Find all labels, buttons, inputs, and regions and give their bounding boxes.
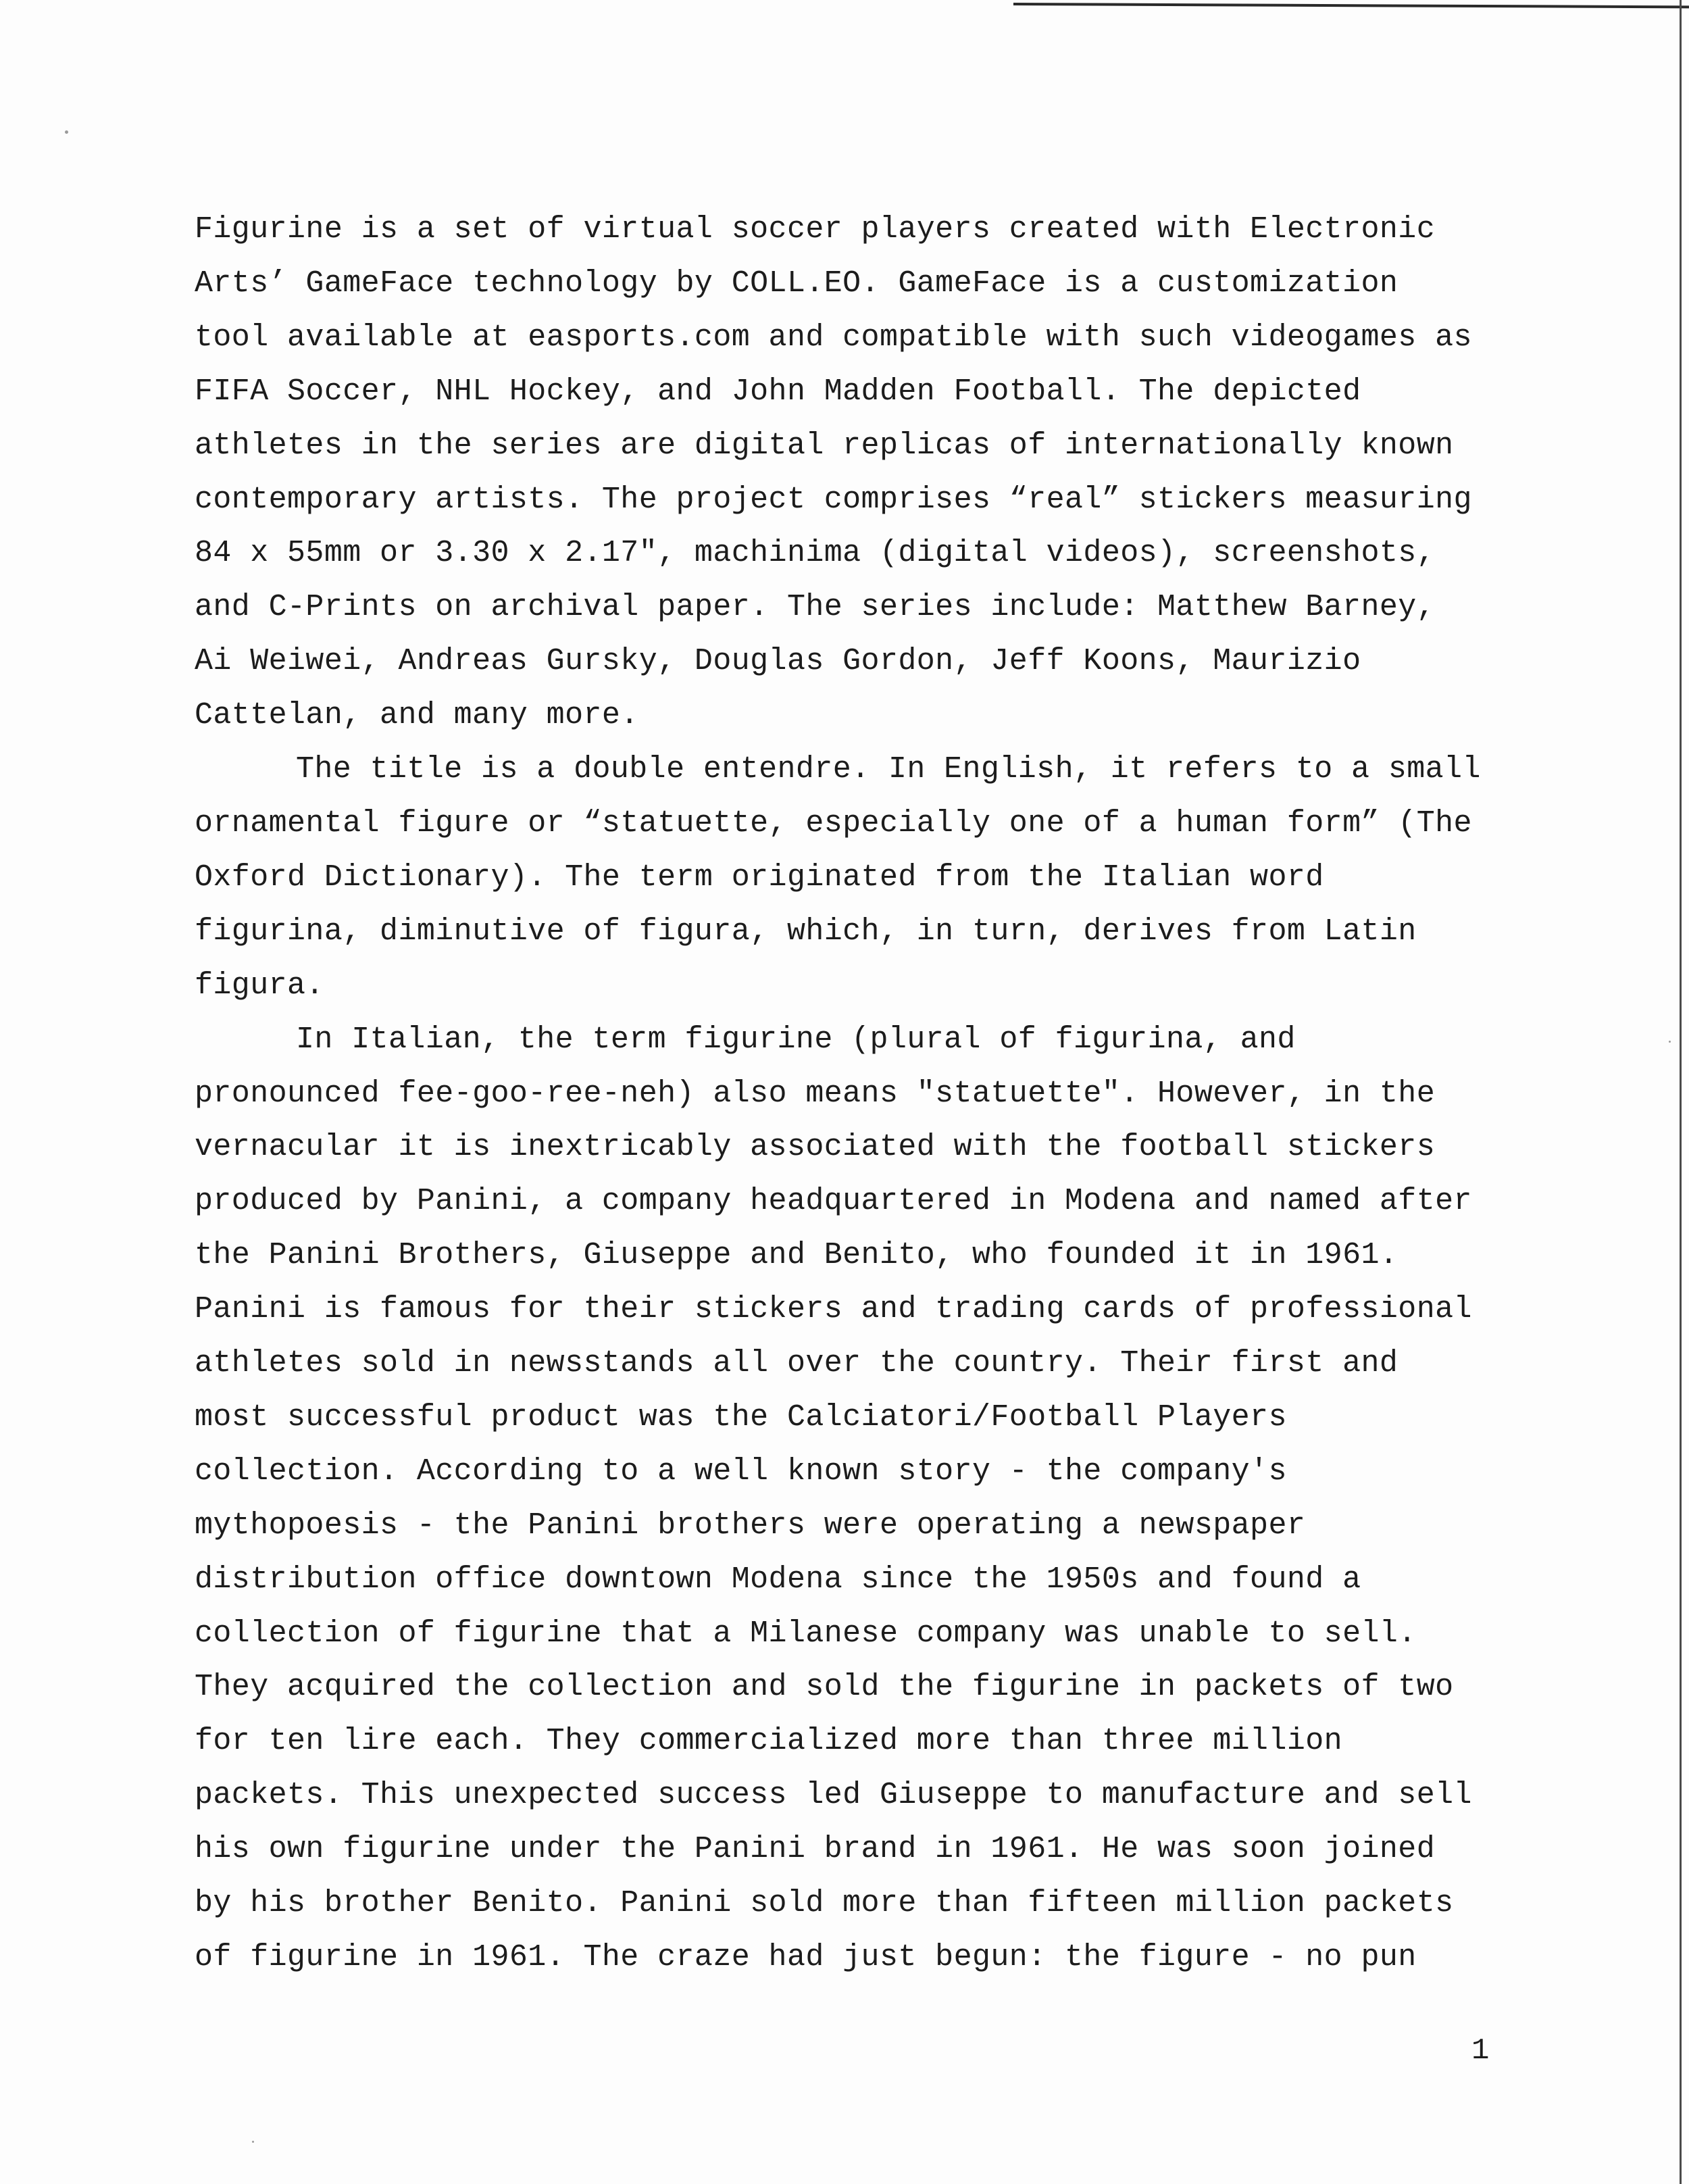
text-line: figura.: [195, 968, 324, 1003]
text-line: distribution office downtown Modena since the 1950s and found a: [195, 1562, 1361, 1597]
text-line: collection of figurine that a Milanese company was unable to sell.: [195, 1616, 1417, 1651]
text-line: Oxford Dictionary). The term originated from the Italian word: [195, 860, 1324, 895]
text-line: vernacular it is inextricably associated with the football stickers: [195, 1130, 1436, 1165]
text-line: and C-Prints on archival paper. The series include: Matthew Barney,: [195, 590, 1436, 625]
scan-speck: [65, 130, 68, 134]
body-text: [195, 203, 1519, 1985]
text-line: packets. This unexpected success led Giuseppe to manufacture and sell: [195, 1778, 1472, 1813]
text-line: the Panini Brothers, Giuseppe and Benito, who founded it in 1961.: [195, 1238, 1398, 1273]
text-line: tool available at easports.com and compatible with such videogames as: [195, 320, 1472, 355]
text-line: Figurine is a set of virtual soccer players created with Electronic: [195, 212, 1436, 247]
text-line: his own figurine under the Panini brand in 1961. He was soon joined: [195, 1832, 1436, 1867]
text-line: In Italian, the term figurine (plural of figurina, and: [296, 1022, 1296, 1057]
text-line: athletes sold in newsstands all over the country. Their first and: [195, 1346, 1398, 1381]
page-number: 1: [1471, 2034, 1490, 2068]
text-line: ornamental figure or “statuette, especially one of a human form” (The: [195, 805, 1472, 841]
text-line: pronounced fee-goo-ree-neh) also means "statuette". However, in the: [195, 1076, 1436, 1111]
text-line: FIFA Soccer, NHL Hockey, and John Madden Football. The depicted: [195, 374, 1361, 409]
text-line: figurina, diminutive of figura, which, in turn, derives from Latin: [195, 914, 1417, 949]
text-line: by his brother Benito. Panini sold more than fifteen million packets: [195, 1886, 1454, 1921]
text-line: produced by Panini, a company headquartered in Modena and named after: [195, 1184, 1472, 1219]
scan-speck: [1669, 1041, 1671, 1043]
text-line: most successful product was the Calciatori/Football Players: [195, 1399, 1287, 1435]
scan-speck: [252, 2141, 254, 2143]
text-line: The title is a double entendre. In English, it refers to a small: [296, 752, 1481, 787]
text-line: athletes in the series are digital replicas of internationally known: [195, 428, 1454, 463]
scan-right-edge: [1680, 0, 1682, 2184]
text-line: They acquired the collection and sold the figurine in packets of two: [195, 1670, 1454, 1705]
scan-top-edge: [1013, 3, 1689, 8]
text-line: 84 x 55mm or 3.30 x 2.17", machinima (digital videos), screenshots,: [195, 536, 1436, 571]
text-line: Ai Weiwei, Andreas Gursky, Douglas Gordon, Jeff Koons, Maurizio: [195, 644, 1361, 679]
text-line: Cattelan, and many more.: [195, 698, 639, 733]
text-line: Arts’ GameFace technology by COLL.EO. GameFace is a customization: [195, 266, 1398, 301]
text-line: for ten lire each. They commercialized more than three million: [195, 1724, 1343, 1759]
text-line: of figurine in 1961. The craze had just begun: the figure - no pun: [195, 1940, 1417, 1975]
text-line: Panini is famous for their stickers and trading cards of professional: [195, 1292, 1472, 1327]
text-line: contemporary artists. The project comprises “real” stickers measuring: [195, 482, 1472, 517]
text-line: mythopoesis - the Panini brothers were operating a newspaper: [195, 1508, 1306, 1543]
text-line: collection. According to a well known story - the company's: [195, 1454, 1287, 1489]
